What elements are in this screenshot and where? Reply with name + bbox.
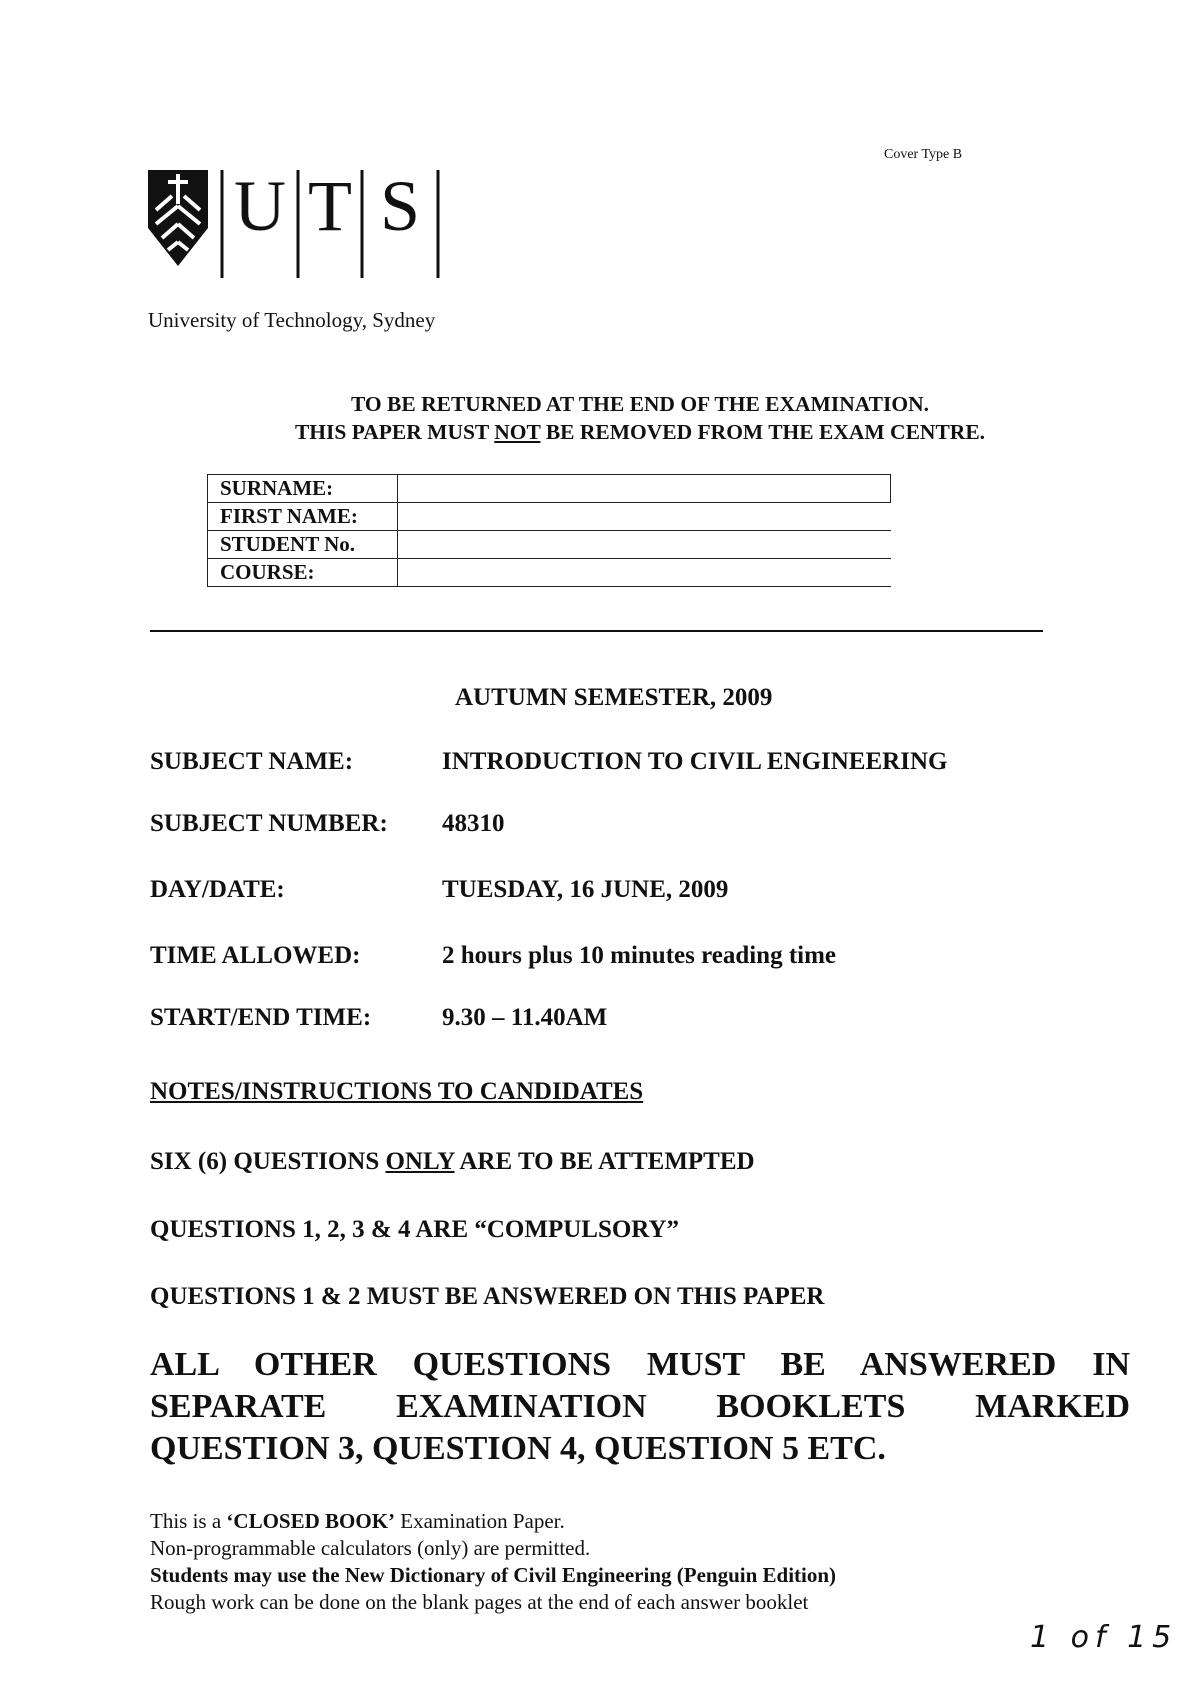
university-name: University of Technology, Sydney <box>148 308 436 332</box>
booklet-instruction-line: SEPARATE EXAMINATION BOOKLETS MARKED <box>150 1388 1130 1425</box>
booklet-instruction-line: ALL OTHER QUESTIONS MUST BE ANSWERED IN <box>150 1346 1130 1383</box>
start-end-label: START/END TIME: <box>150 1004 372 1031</box>
subject-name-value: INTRODUCTION TO CIVIL ENGINEERING <box>442 748 948 775</box>
surname-field[interactable] <box>398 475 891 503</box>
instruction-answer-on-paper: QUESTIONS 1 & 2 MUST BE ANSWERED ON THIS PAPER <box>150 1283 825 1310</box>
day-date-value: TUESDAY, 16 JUNE, 2009 <box>442 876 729 903</box>
start-end-value: 9.30 – 11.40AM <box>442 1004 608 1031</box>
rough-work-note: Rough work can be done on the blank pages at the end of each answer booklet <box>150 1590 809 1614</box>
student-details-table <box>207 474 891 587</box>
instruction-compulsory: QUESTIONS 1, 2, 3 & 4 ARE “COMPULSORY” <box>150 1216 680 1243</box>
return-notice: TO BE RETURNED AT THE END OF THE EXAMINATION. <box>350 392 930 416</box>
surname-label: SURNAME: <box>208 475 398 503</box>
time-allowed-value: 2 hours plus 10 minutes reading time <box>442 942 837 969</box>
booklet-instruction-line: QUESTION 3, QUESTION 4, QUESTION 5 ETC. <box>150 1430 886 1467</box>
table-row <box>208 559 891 587</box>
instructions-heading: NOTES/INSTRUCTIONS TO CANDIDATES <box>150 1078 644 1105</box>
subject-number-label: SUBJECT NUMBER: <box>150 810 388 837</box>
dictionary-note: Students may use the New Dictionary of Civil Engineering (Penguin Edition) <box>150 1563 837 1587</box>
svg-text:T: T <box>308 166 352 246</box>
svg-text:U: U <box>234 166 286 246</box>
subject-name-label: SUBJECT NAME: <box>150 748 354 775</box>
first-name-label: FIRST NAME: <box>208 503 398 531</box>
first-name-field[interactable] <box>398 503 891 531</box>
removal-notice-emphasis: NOT <box>494 420 541 444</box>
svg-text:S: S <box>379 166 421 246</box>
calculator-note: Non-programmable calculators (only) are permitted. <box>150 1536 591 1560</box>
removal-notice: THIS PAPER MUST NOT BE REMOVED FROM THE EXAM CENTRE. <box>294 420 986 444</box>
cover-type-label: Cover Type B <box>884 147 963 162</box>
uts-logo <box>146 166 466 278</box>
booklet-instruction <box>150 1344 1130 1470</box>
table-row <box>208 531 891 559</box>
table-row <box>208 503 891 531</box>
student-number-label: STUDENT No. <box>208 531 398 559</box>
divider <box>150 630 1043 632</box>
time-allowed-label: TIME ALLOWED: <box>150 942 361 969</box>
closed-book-note: This is a ‘CLOSED BOOK’ Examination Paper. <box>150 1509 565 1533</box>
semester-heading: AUTUMN SEMESTER, 2009 <box>455 684 773 711</box>
course-label: COURSE: <box>208 559 398 587</box>
exam-conditions <box>150 1508 836 1616</box>
page-number: 1 of 15 <box>1030 1620 1178 1655</box>
uts-crest-icon <box>148 170 208 266</box>
course-field[interactable] <box>398 559 891 587</box>
subject-number-value: 48310 <box>442 810 505 837</box>
instruction-attempt: SIX (6) QUESTIONS ONLY ARE TO BE ATTEMPTED <box>150 1148 755 1175</box>
table-row <box>208 475 891 503</box>
day-date-label: DAY/DATE: <box>150 876 285 903</box>
instruction-attempt-emphasis: ONLY <box>385 1148 455 1175</box>
student-number-field[interactable] <box>398 531 891 559</box>
